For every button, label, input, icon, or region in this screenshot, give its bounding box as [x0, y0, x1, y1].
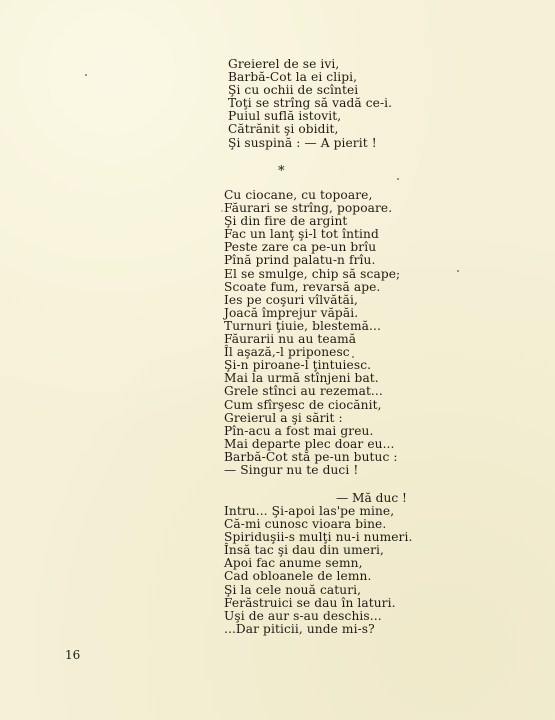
- poem-line: Ies pe coşuri vîlvătăi,: [224, 292, 358, 307]
- poem-line: ...Dar piticii, unde mi-s?: [224, 621, 375, 636]
- poem-line: Apoi fac anume semn,: [224, 556, 363, 571]
- poem-stanza-1: [228, 58, 392, 150]
- poem-line: Făurari se strîng, popoare.: [224, 201, 393, 216]
- page-number: 16: [65, 648, 81, 662]
- poem-line: Şi din fire de argint: [224, 214, 348, 229]
- poem-line: Barbă-Cot stă pe-un butuc :: [224, 449, 398, 464]
- poem-line: Cu ciocane, cu topoare,: [224, 188, 373, 202]
- poem-line: Uşi de aur s-au deschis...: [224, 608, 382, 623]
- poem-line: Cad obloanele de lemn.: [224, 569, 372, 584]
- poem-line: Joacă împrejur văpăi.: [224, 305, 359, 320]
- paper-speck: [352, 356, 354, 358]
- poem-line: Mai departe plec doar eu...: [224, 436, 395, 451]
- poem-line: Însă tac şi dau din umeri,: [224, 543, 384, 558]
- paper-speck: [221, 210, 223, 212]
- poem-line: El se smulge, chip să scape;: [224, 266, 401, 281]
- poem-line: Intru... Şi-apoi las'pe mine,: [224, 504, 395, 518]
- poem-line: Toţi se strîng să vadă ce-i.: [228, 96, 393, 111]
- poem-line: Îl aşază,-l priponesc: [224, 345, 350, 360]
- poem-line: Şi cu ochii de scîntei: [228, 83, 359, 98]
- poem-line: Greierel de se ivi,: [228, 57, 340, 71]
- poem-line: Pînă prind palatu-n frîu.: [224, 253, 376, 268]
- poem-line: Ferăstruici se dau în laturi.: [224, 595, 396, 610]
- poem-line: Fac un lanţ şi-l tot întind: [224, 227, 379, 242]
- poem-line: Mai la urmă stînjeni bat.: [224, 371, 379, 386]
- poem-line: Barbă-Cot la ei clipi,: [228, 70, 358, 85]
- section-separator: *: [278, 164, 285, 179]
- poem-line: Că-mi cunosc vioara bine.: [224, 517, 387, 532]
- reply-line: — Mă duc !: [336, 491, 407, 505]
- poem-line: Turnuri ţiuie, blestemă...: [224, 318, 381, 333]
- poem-line: Şi-n piroane-l ţintuiesc.: [224, 358, 372, 373]
- paper-speck: [397, 178, 399, 180]
- paper-speck: [85, 74, 87, 76]
- poem-line: Cum sfîrşesc de ciocănit,: [224, 397, 382, 412]
- poem-line: Cătrănit şi obidit,: [228, 122, 339, 137]
- poem-line: Spiriduşii-s mulţi nu-i numeri.: [224, 530, 413, 545]
- poem-line: Peste zare ca pe-un brîu: [224, 240, 377, 255]
- poem-line: Grele stînci au rezemat...: [224, 384, 383, 399]
- poem-line: Şi suspină : — A pierit !: [228, 135, 377, 150]
- poem-line: Greierul a şi sărit :: [224, 410, 343, 425]
- poem-line: Pîn-acu a fost mai greu.: [224, 423, 374, 438]
- poem-line: Şi la cele nouă caturi,: [224, 582, 362, 597]
- poem-line: Scoate fum, revarsă ape.: [224, 279, 381, 294]
- poem-stanza-3: [224, 505, 412, 636]
- poem-line: — Singur nu te duci !: [224, 462, 359, 477]
- poem-line: Făurarii nu au teamă: [224, 332, 357, 347]
- paper-speck: [457, 270, 459, 272]
- poem-line: Puiul suflă istovit,: [228, 109, 342, 124]
- poem-stanza-2: [224, 189, 400, 477]
